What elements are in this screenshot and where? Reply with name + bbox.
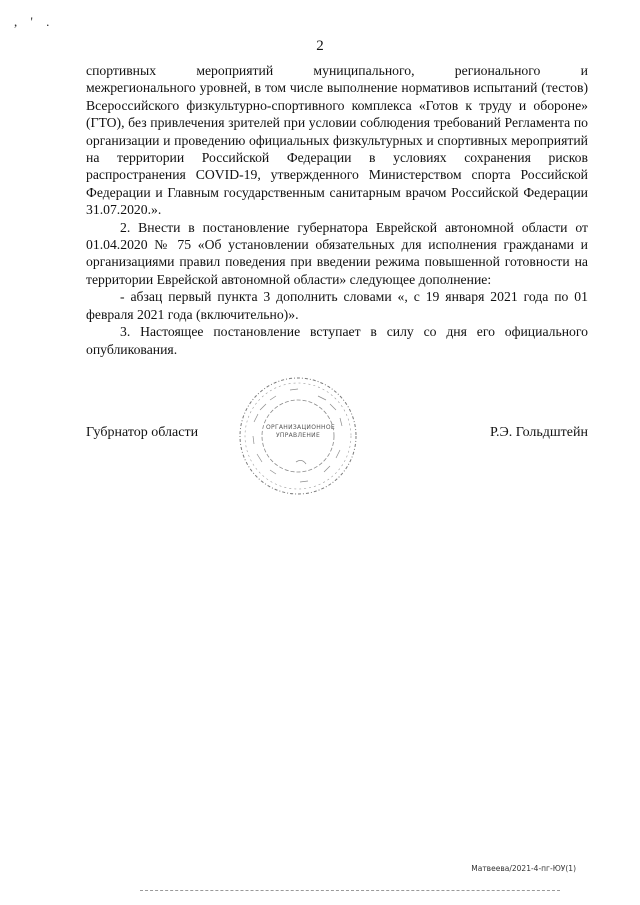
scan-marks: , ' . xyxy=(14,14,55,29)
paragraph-item-2: 2. Внести в постановление губернатора Еврейской автономной области от 01.04.2020 № 75 «Об установлении обязательных для исполнения гражданами и организациями правил поведения при введении режима повышенной готовности на территории Еврейской автономной области» следующее дополнение: xyxy=(86,219,588,287)
document-footer-code: Матвеева/2021-4-пг-ЮУ(1) xyxy=(471,864,576,873)
signature-block xyxy=(86,418,588,498)
official-stamp xyxy=(236,374,360,498)
document-body xyxy=(86,62,588,358)
stamp-center-text: ОРГАНИЗАЦИОННОЕ УПРАВЛЕНИЕ xyxy=(266,424,335,439)
page-number: 2 xyxy=(316,38,324,54)
paragraph-continuation-first-line: спортивных мероприятий муниципального, регионального и xyxy=(86,63,588,78)
signatory-position: Губрнатор области xyxy=(86,425,199,440)
paragraph-continuation: межрегионального уровней, в том числе выполнение нормативов испытаний (тестов) Всероссийского физкультурно-спортивного комплекса «Готов к труду и обороне» (ГТО), без привлечения зрителей при условии соблюдения требований Регламента по организации и проведению официальных физкультурных и спортивных мероприятий на территории Российской Федерации в условиях сохранения рисков распространения COVID-19, утвержденного Министерством спорта Российской Федерации и Главным государственным санитарным врачом Российской Федерации 31.07.2020.». xyxy=(86,80,588,218)
paragraph-amendment: - абзац первый пункта 3 дополнить словами «, с 19 января 2021 года по 01 февраля 2021 года (включительно)». xyxy=(86,289,588,322)
signatory-name: Р.Э. Гольдштейн xyxy=(489,425,588,440)
footer-divider xyxy=(140,890,560,891)
paragraph-item-3: 3. Настоящее постановление вступает в силу со дня его официального опубликования. xyxy=(86,324,588,357)
